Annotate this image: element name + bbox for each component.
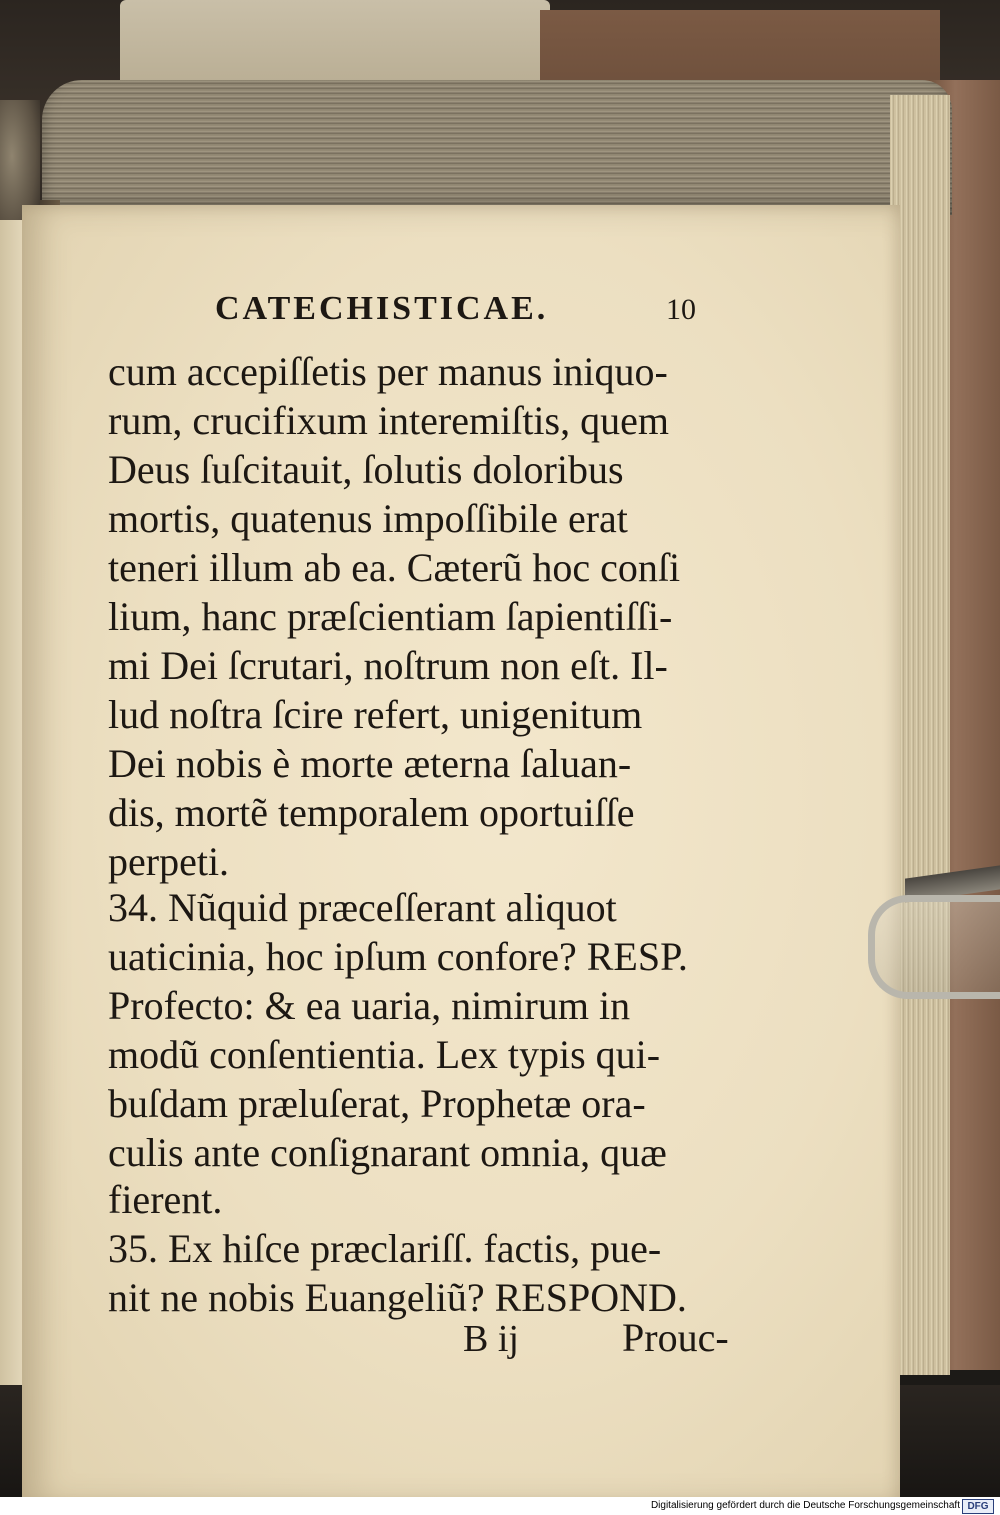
text-line: 34. Nũquid præceſſerant aliquot: [108, 885, 617, 930]
text-line: cum accepiſſetis per manus iniquo-: [108, 349, 668, 394]
text-line: lud noſtra ſcire refert, unigenitum: [108, 692, 643, 737]
text-line: perpeti.: [108, 839, 230, 884]
text-line: Dei nobis è morte æterna ſaluan-: [108, 741, 632, 786]
text-line: mi Dei ſcrutari, noſtrum non eſt. Il-: [108, 643, 668, 688]
text-line: buſdam præluſerat, Prophetæ ora-: [108, 1081, 646, 1126]
catchword: Prouc-: [622, 1315, 729, 1360]
footer-credit: Digitalisierung gefördert durch die Deutsche Forschungsgemeinschaft: [650, 1500, 960, 1511]
dfg-logo: DFG: [962, 1499, 994, 1514]
text-line: Deus ſuſcitauit, ſolutis doloribus: [108, 447, 624, 492]
text-line: teneri illum ab ea. Cæterũ hoc conſi: [108, 545, 681, 590]
running-head: CATECHISTICAE.: [215, 290, 549, 327]
signature-mark: B ij: [463, 1318, 519, 1360]
text-line: Profecto: & ea uaria, nimirum in: [108, 983, 631, 1028]
page-number: 10: [666, 293, 696, 326]
text-line: fierent.: [108, 1177, 223, 1222]
text-line: uaticinia, hoc ipſum confore? RESP.: [108, 934, 688, 979]
text-line: dis, mortẽ temporalem oportuiſſe: [108, 790, 635, 835]
text-line: culis ante conſignarant omnia, quæ: [108, 1130, 667, 1175]
text-line: lium, hanc præſcientiam ſapientiſſi-: [108, 594, 673, 639]
text-line: nit ne nobis Euangeliũ? RESPOND.: [108, 1275, 687, 1320]
text-line: rum, crucifixum interemiſtis, quem: [108, 398, 669, 443]
text-line: mortis, quatenus impoſſibile erat: [108, 496, 628, 541]
text-line: modũ conſentientia. Lex typis qui-: [108, 1032, 661, 1077]
text-line: 35. Ex hiſce præclariſſ. factis, pue-: [108, 1226, 662, 1271]
